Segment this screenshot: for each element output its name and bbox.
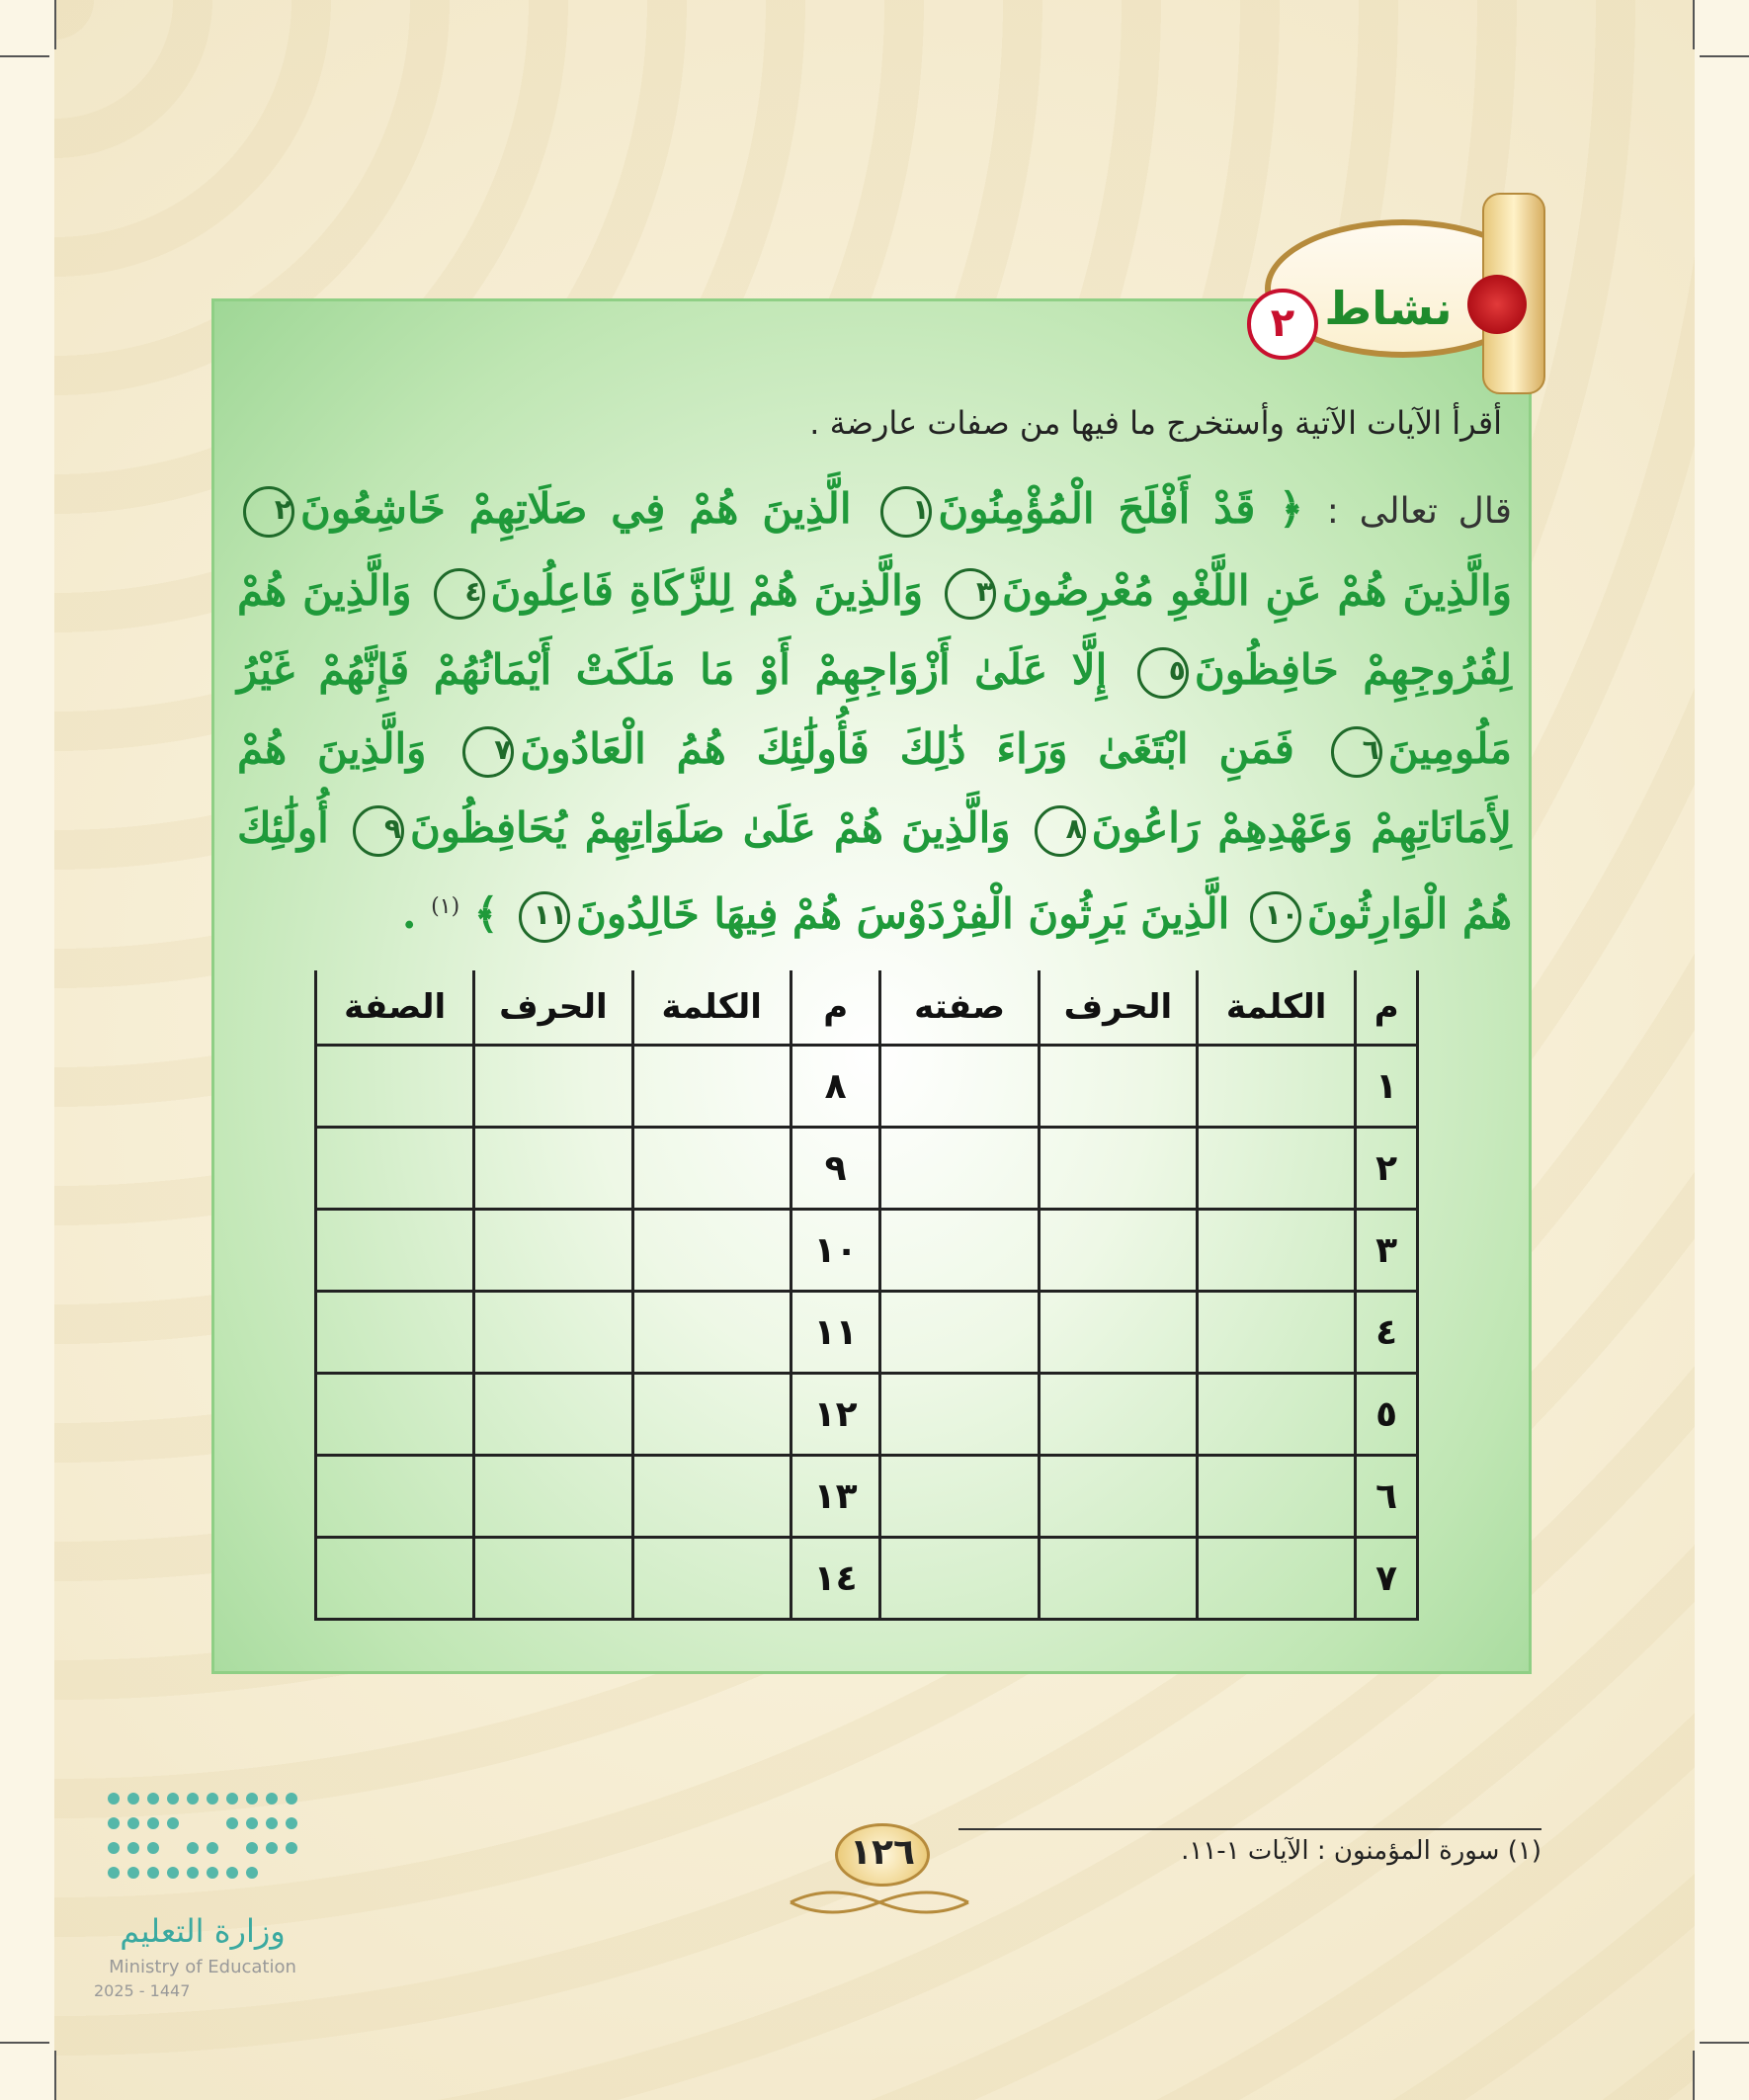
table-body	[316, 1046, 1418, 1620]
footnote-reference: (١)	[431, 894, 460, 919]
crop-mark	[54, 0, 56, 49]
answer-table	[314, 970, 1419, 1603]
row-number-cell: ٢	[1356, 1128, 1418, 1210]
answer-cell[interactable]	[474, 1046, 632, 1128]
row-number-cell: ٦	[1356, 1456, 1418, 1538]
verse-lead: قال تعالى :	[1326, 491, 1512, 532]
ministry-name-arabic: وزارة التعليم	[120, 1912, 286, 1950]
row-number-cell: ٩	[791, 1128, 880, 1210]
page-ornament-icon	[781, 1883, 978, 1922]
row-number-cell: ٧	[1356, 1538, 1418, 1620]
ministry-logo-icon	[94, 1779, 311, 1907]
verse-period: .	[401, 889, 417, 938]
table-header-cell: الكلمة	[632, 970, 791, 1046]
ayah-number-marker: ٣	[945, 568, 996, 620]
row-number-cell: ١٠	[791, 1210, 880, 1292]
answer-cell[interactable]	[880, 1128, 1039, 1210]
answer-cell[interactable]	[632, 1292, 791, 1374]
answer-cell[interactable]	[316, 1456, 474, 1538]
ayah-number-marker: ٧	[462, 726, 514, 778]
table-row	[316, 1210, 1418, 1292]
answer-cell[interactable]	[880, 1046, 1039, 1128]
table-header-cell: الصفة	[316, 970, 474, 1046]
page-number: ١٢٦	[835, 1823, 930, 1887]
answer-cell[interactable]	[880, 1374, 1039, 1456]
table-row	[316, 1046, 1418, 1128]
crop-mark	[0, 55, 49, 57]
crop-mark	[1693, 2051, 1695, 2100]
answer-cell[interactable]	[880, 1456, 1039, 1538]
answer-cell[interactable]	[474, 1456, 632, 1538]
verse-text: فَمَنِ ابْتَغَىٰ وَرَاءَ ذَٰلِكَ فَأُولَٰئِكَ هُمُ الْعَادُونَ	[520, 724, 1294, 773]
answer-cell[interactable]	[316, 1374, 474, 1456]
row-number-cell: ٨	[791, 1046, 880, 1128]
table-header-cell: الحرف	[1039, 970, 1197, 1046]
answer-cell[interactable]	[1039, 1456, 1197, 1538]
ministry-year: 2025 - 1447	[94, 1981, 191, 2000]
answer-cell[interactable]	[1198, 1210, 1356, 1292]
answer-cell[interactable]	[1198, 1046, 1356, 1128]
ayah-number-marker: ٤	[434, 568, 485, 620]
crop-mark	[1693, 0, 1695, 49]
verse-text: ﴿ قَدْ أَفْلَحَ الْمُؤْمِنُونَ	[938, 484, 1303, 533]
table-header-cell: الكلمة	[1198, 970, 1356, 1046]
answer-cell[interactable]	[474, 1538, 632, 1620]
answer-cell[interactable]	[880, 1538, 1039, 1620]
table-row	[316, 1456, 1418, 1538]
answer-cell[interactable]	[1039, 1046, 1197, 1128]
answer-cell[interactable]	[316, 1210, 474, 1292]
answer-cell[interactable]	[474, 1210, 632, 1292]
verse-text: وَالَّذِينَ هُمْ لِلزَّكَاةِ فَاعِلُونَ	[490, 566, 924, 615]
instruction-text: أقرأ الآيات الآتية وأستخرج ما فيها من صفات عارضة .	[809, 404, 1502, 442]
answer-cell[interactable]	[632, 1538, 791, 1620]
answer-cell[interactable]	[632, 1210, 791, 1292]
verse-text: وَالَّذِينَ هُمْ عَلَىٰ صَلَوَاتِهِمْ يُحَافِظُونَ	[409, 803, 1011, 852]
row-number-cell: ٣	[1356, 1210, 1418, 1292]
answer-cell[interactable]	[1039, 1210, 1197, 1292]
answer-cell[interactable]	[1198, 1374, 1356, 1456]
answer-cell[interactable]	[316, 1292, 474, 1374]
table-row	[316, 1374, 1418, 1456]
row-number-cell: ٥	[1356, 1374, 1418, 1456]
verse-text: الَّذِينَ يَرِثُونَ الْفِرْدَوْسَ هُمْ فِيهَا خَالِدُونَ	[576, 889, 1230, 938]
quran-verses	[237, 469, 1512, 954]
answer-cell[interactable]	[1039, 1292, 1197, 1374]
answer-cell[interactable]	[474, 1374, 632, 1456]
row-number-cell: ١٢	[791, 1374, 880, 1456]
table-header-cell: م	[1356, 970, 1418, 1046]
table-header-row	[316, 970, 1418, 1046]
table-header-cell: صفته	[880, 970, 1039, 1046]
row-number-cell: ١٣	[791, 1456, 880, 1538]
answer-cell[interactable]	[1039, 1538, 1197, 1620]
answer-cell[interactable]	[1198, 1292, 1356, 1374]
crop-mark	[0, 2042, 49, 2044]
answer-cell[interactable]	[316, 1128, 474, 1210]
crop-mark	[1700, 2042, 1749, 2044]
table-header-cell: الحرف	[474, 970, 632, 1046]
answer-cell[interactable]	[632, 1128, 791, 1210]
crop-mark	[1700, 55, 1749, 57]
row-number-cell: ٤	[1356, 1292, 1418, 1374]
answer-cell[interactable]	[316, 1538, 474, 1620]
crop-mark	[54, 2051, 56, 2100]
answer-cell[interactable]	[1198, 1538, 1356, 1620]
table-row	[316, 1538, 1418, 1620]
row-number-cell: ١٤	[791, 1538, 880, 1620]
ayah-number-marker: ٨	[1035, 805, 1086, 857]
answer-cell[interactable]	[880, 1292, 1039, 1374]
answer-cell[interactable]	[1039, 1374, 1197, 1456]
answer-cell[interactable]	[474, 1128, 632, 1210]
answer-cell[interactable]	[632, 1046, 791, 1128]
table-row	[316, 1128, 1418, 1210]
verse-text: الَّذِينَ هُمْ فِي صَلَاتِهِمْ خَاشِعُونَ	[300, 484, 852, 533]
verse-text: أُولَٰئِكَ هُمُ الْوَارِثُونَ	[237, 803, 1512, 938]
activity-number: ٢	[1247, 289, 1318, 360]
answer-cell[interactable]	[1198, 1128, 1356, 1210]
ayah-number-marker: ٢	[243, 486, 294, 538]
table-header-cell: م	[791, 970, 880, 1046]
ayah-number-marker: ٩	[353, 805, 404, 857]
answer-cell[interactable]	[1039, 1128, 1197, 1210]
verse-text: إِلَّا عَلَىٰ أَزْوَاجِهِمْ أَوْ مَا مَلَكَتْ أَيْمَانُهُمْ فَإِنَّهُمْ غَيْرُ مَلُومِينَ	[237, 645, 1513, 773]
ayah-number-marker: ١	[880, 486, 932, 538]
verse-text: وَالَّذِينَ هُمْ لِفُرُوجِهِمْ حَافِظُونَ	[237, 566, 1513, 694]
row-number-cell: ١١	[791, 1292, 880, 1374]
verse-end-bracket: ﴾	[473, 889, 499, 938]
ayah-number-marker: ٦	[1331, 726, 1382, 778]
ayah-number-marker: ٥	[1137, 647, 1189, 699]
footnote-divider	[958, 1828, 1541, 1830]
ministry-name-english: Ministry of Education	[109, 1957, 296, 1977]
ayah-number-marker: ١١	[519, 891, 570, 943]
answer-cell[interactable]	[632, 1374, 791, 1456]
row-number-cell: ١	[1356, 1046, 1418, 1128]
activity-title: نشاط	[1324, 282, 1453, 335]
answer-cell[interactable]	[632, 1456, 791, 1538]
verse-text: وَالَّذِينَ هُمْ لِأَمَانَاتِهِمْ وَعَهْدِهِمْ رَاعُونَ	[237, 724, 1513, 852]
answer-cell[interactable]	[880, 1210, 1039, 1292]
ayah-number-marker: ١٠	[1250, 891, 1301, 943]
footnote: (١) سورة المؤمنون : الآيات ١-١١.	[1181, 1836, 1541, 1866]
answer-cell[interactable]	[316, 1046, 474, 1128]
verse-text: وَالَّذِينَ هُمْ عَنِ اللَّغْوِ مُعْرِضُونَ	[1002, 566, 1513, 615]
table-row	[316, 1292, 1418, 1374]
answer-cell[interactable]	[1198, 1456, 1356, 1538]
wax-seal-icon	[1467, 275, 1527, 334]
answer-cell[interactable]	[474, 1292, 632, 1374]
